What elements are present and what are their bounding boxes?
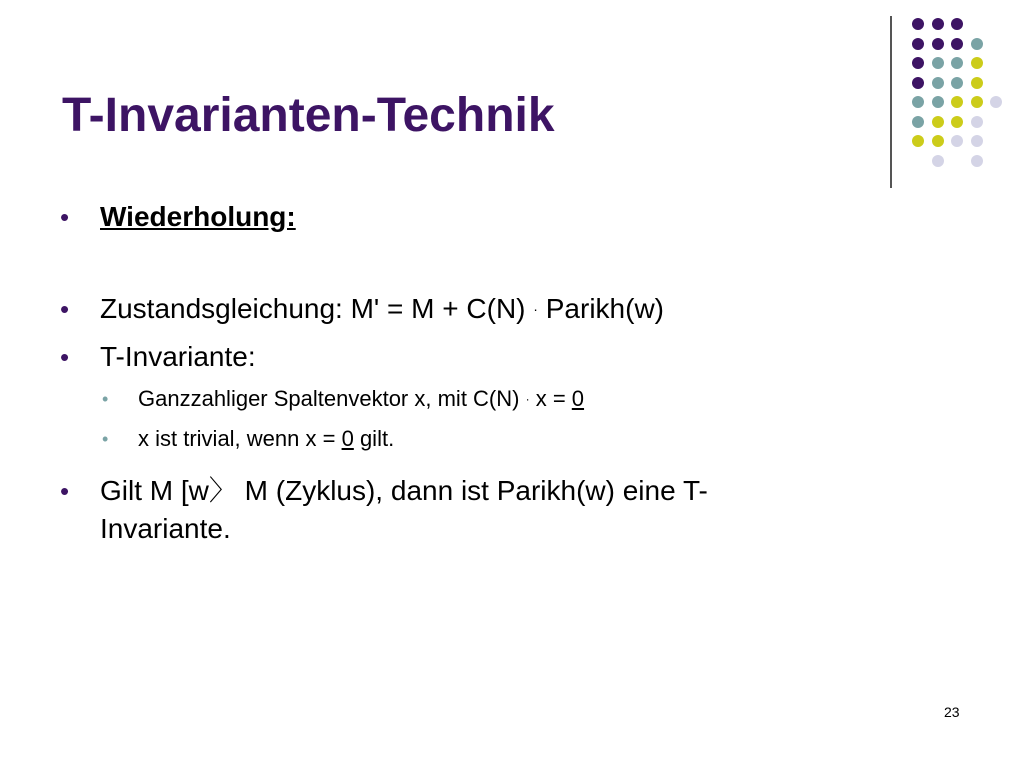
decorative-dot [971,38,983,50]
decorative-dot [990,96,1002,108]
decorative-dot [912,116,924,128]
decorative-dot [932,155,944,167]
bullet-wiederholung [60,198,860,236]
bullet-dot-icon: • [60,294,70,324]
decorative-dot [971,155,983,167]
sub-bullet-dot-icon: • [102,429,109,449]
decorative-divider [890,16,892,188]
sub-bullet-trivial [60,424,860,454]
multiplication-dot: · [525,392,530,406]
sub-bullet-dot-icon: • [102,389,109,409]
decorative-dot [971,96,983,108]
decorative-dot [912,96,924,108]
bullet-zyklus [60,472,860,548]
zero-vector: 0 [571,386,585,411]
bullet-t-invariante [60,338,860,376]
decorative-dot [932,77,944,89]
decorative-dot [932,57,944,69]
decorative-dot [912,18,924,30]
bullet-dot-icon: • [60,202,70,232]
decorative-dot [932,96,944,108]
decorative-dot [912,135,924,147]
bullet-text-end: Parikh(w) [545,293,664,324]
decorative-dot [971,77,983,89]
decorative-dot [951,96,963,108]
decorative-dot [971,135,983,147]
decorative-dot [951,57,963,69]
zero-vector: 0 [341,426,354,451]
bullet-dot-icon: • [60,342,70,372]
bullet-list [60,198,860,548]
multiplication-dot: · [533,301,538,317]
bullet-text: Wiederholung: [100,201,296,232]
slide-title: T-Invarianten-Technik [62,89,555,142]
decorative-dot [951,135,963,147]
page-number: 23 [944,704,960,720]
decorative-dot [912,38,924,50]
bullet-text-line2: Invariante. [100,513,231,544]
decorative-dot [951,18,963,30]
sub-bullet-text-mid: x = [535,386,572,411]
bullet-text-line1: Gilt M [w〉 M (Zyklus), dann ist Parikh(w) eine T- [100,475,708,506]
decorative-dot [932,38,944,50]
decorative-dot [951,77,963,89]
bullet-dot-icon: • [60,476,70,506]
sub-bullet-text-end: gilt. [353,426,395,451]
decorative-dot [971,116,983,128]
sub-bullet-text: x ist trivial, wenn x = [138,426,342,451]
decorative-dot [951,116,963,128]
decorative-dot [932,116,944,128]
decorative-dot [971,57,983,69]
decorative-dot [912,57,924,69]
bullet-text: Zustandsgleichung: M' = M + C(N) [100,293,526,324]
decorative-dot-grid [900,10,1010,170]
sub-bullet-spaltenvektor [60,384,860,414]
decorative-dot [932,135,944,147]
sub-bullet-text: Ganzzahliger Spaltenvektor x, mit C(N) [138,386,520,411]
bullet-text: T-Invariante: [100,341,256,372]
bullet-zustandsgleichung [60,290,860,328]
decorative-dot [951,38,963,50]
decorative-dot [932,18,944,30]
decorative-dot [912,77,924,89]
